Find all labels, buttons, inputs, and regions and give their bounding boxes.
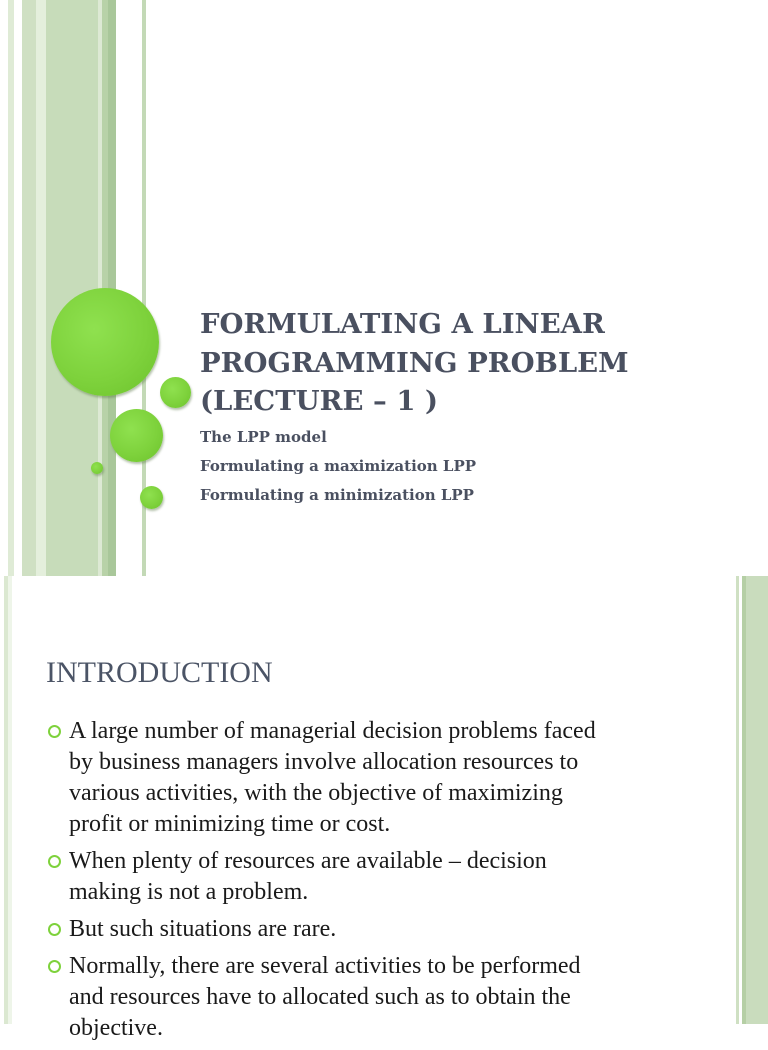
bullet-item <box>46 951 696 1044</box>
bullet-circle-icon <box>48 960 61 973</box>
subtitle-line: The LPP model <box>200 428 327 446</box>
bullet-line: Normally, there are several activities to be performed <box>69 953 581 979</box>
bullet-circle-icon <box>48 725 61 738</box>
bullet-list <box>46 716 696 1050</box>
slide-title <box>200 305 740 421</box>
bullet-line: making is not a problem. <box>69 879 309 905</box>
bullet-item <box>46 846 696 908</box>
green-circle <box>140 486 163 509</box>
subtitle-line: Formulating a maximization LPP <box>200 457 477 475</box>
bullet-line: objective. <box>69 1015 163 1041</box>
decorative-stripe <box>8 576 12 1024</box>
title-line: (LECTURE – 1 ) <box>200 385 439 417</box>
bullet-circle-icon <box>48 855 61 868</box>
bullet-circle-icon <box>48 923 61 936</box>
title-line: PROGRAMMING PROBLEM <box>200 346 629 379</box>
green-circle <box>110 409 163 462</box>
small-green-circle <box>91 462 103 474</box>
large-green-circle <box>51 288 159 396</box>
bullet-line: A large number of managerial decision problems faced <box>69 718 596 744</box>
bullet-line: When plenty of resources are available – decision <box>69 848 547 874</box>
bullet-line: by business managers involve allocation resources to <box>69 749 579 775</box>
bullet-line: various activities, with the objective of maximizing <box>69 780 563 806</box>
title-line: FORMULATING A LINEAR <box>200 308 605 340</box>
decorative-stripe <box>746 576 768 1024</box>
green-circle <box>160 377 191 408</box>
bullet-item <box>46 716 696 840</box>
bullet-line: profit or minimizing time or cost. <box>69 811 391 837</box>
bullet-line: But such situations are rare. <box>69 916 337 942</box>
subtitle-line: Formulating a minimization LPP <box>200 486 474 504</box>
bullet-item <box>46 914 696 945</box>
slide-subtitle <box>200 426 720 513</box>
bullet-line: and resources have to allocated such as to obtain the <box>69 984 571 1010</box>
decorative-stripes <box>0 0 160 576</box>
slide-2 <box>0 576 768 1041</box>
slide-heading: INTRODUCTION <box>46 656 273 689</box>
